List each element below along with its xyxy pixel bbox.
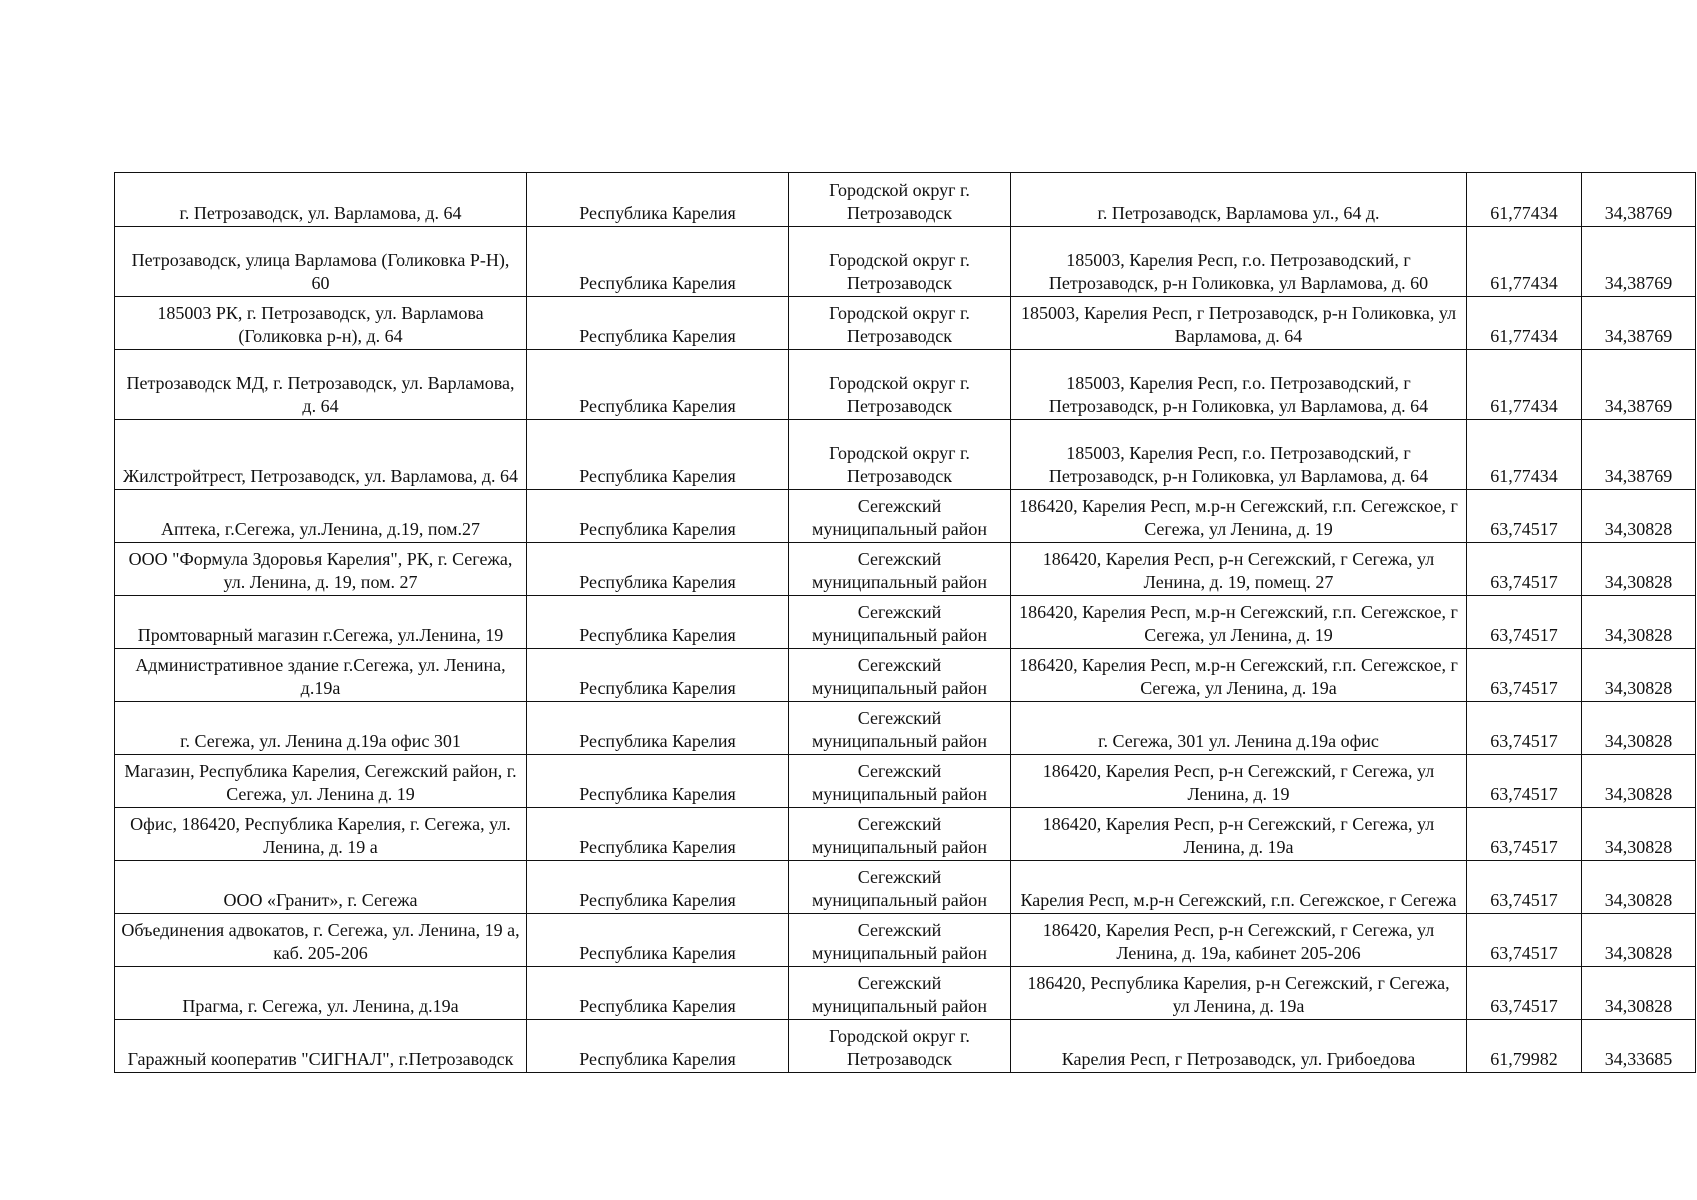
cell-municipality: Сегежский муниципальный район [789, 967, 1011, 1020]
table-row [115, 420, 1696, 490]
cell-full-address: 186420, Карелия Респ, м.р-н Сегежский, г.п. Сегежское, г Сегежа, ул Ленина, д. 19 [1011, 490, 1467, 543]
table-row [115, 350, 1696, 420]
cell-latitude: 63,74517 [1467, 649, 1582, 702]
table-row [115, 490, 1696, 543]
cell-region: Республика Карелия [527, 702, 789, 755]
cell-full-address: г. Сегежа, 301 ул. Ленина д.19а офис [1011, 702, 1467, 755]
cell-municipality: Городской округ г. Петрозаводск [789, 227, 1011, 297]
cell-name: Офис, 186420, Республика Карелия, г. Сегежа, ул. Ленина, д. 19 а [115, 808, 527, 861]
cell-latitude: 63,74517 [1467, 808, 1582, 861]
cell-name: Петрозаводск, улица Варламова (Голиковка Р-Н), 60 [115, 227, 527, 297]
cell-latitude: 63,74517 [1467, 490, 1582, 543]
cell-name: Аптека, г.Сегежа, ул.Ленина, д.19, пом.27 [115, 490, 527, 543]
cell-name: Объединения адвокатов, г. Сегежа, ул. Ленина, 19 а, каб. 205-206 [115, 914, 527, 967]
cell-latitude: 61,77434 [1467, 173, 1582, 227]
cell-name: ООО "Формула Здоровья Карелия", РК, г. Сегежа, ул. Ленина, д. 19, пом. 27 [115, 543, 527, 596]
table-row [115, 596, 1696, 649]
table-row [115, 297, 1696, 350]
cell-longitude: 34,30828 [1582, 596, 1696, 649]
table-row [115, 861, 1696, 914]
cell-name: Прагма, г. Сегежа, ул. Ленина, д.19а [115, 967, 527, 1020]
table-row [115, 227, 1696, 297]
cell-full-address: 185003, Карелия Респ, г.о. Петрозаводский, г Петрозаводск, р-н Голиковка, ул Варламова, д. 64 [1011, 350, 1467, 420]
cell-municipality: Городской округ г. Петрозаводск [789, 173, 1011, 227]
cell-region: Республика Карелия [527, 755, 789, 808]
cell-latitude: 63,74517 [1467, 543, 1582, 596]
cell-municipality: Сегежский муниципальный район [789, 702, 1011, 755]
cell-region: Республика Карелия [527, 596, 789, 649]
cell-municipality: Сегежский муниципальный район [789, 914, 1011, 967]
table-row [115, 1020, 1696, 1073]
table-row [115, 755, 1696, 808]
cell-municipality: Сегежский муниципальный район [789, 490, 1011, 543]
cell-region: Республика Карелия [527, 420, 789, 490]
cell-municipality: Сегежский муниципальный район [789, 543, 1011, 596]
cell-region: Республика Карелия [527, 350, 789, 420]
cell-name: Магазин, Республика Карелия, Сегежский район, г. Сегежа, ул. Ленина д. 19 [115, 755, 527, 808]
cell-full-address: 186420, Карелия Респ, м.р-н Сегежский, г.п. Сегежское, г Сегежа, ул Ленина, д. 19а [1011, 649, 1467, 702]
cell-full-address: 186420, Карелия Респ, м.р-н Сегежский, г.п. Сегежское, г Сегежа, ул Ленина, д. 19 [1011, 596, 1467, 649]
cell-longitude: 34,38769 [1582, 420, 1696, 490]
cell-full-address: Карелия Респ, г Петрозаводск, ул. Грибоедова [1011, 1020, 1467, 1073]
cell-latitude: 61,77434 [1467, 297, 1582, 350]
table-row [115, 967, 1696, 1020]
cell-latitude: 63,74517 [1467, 755, 1582, 808]
cell-longitude: 34,30828 [1582, 755, 1696, 808]
cell-region: Республика Карелия [527, 914, 789, 967]
cell-full-address: 186420, Карелия Респ, р-н Сегежский, г Сегежа, ул Ленина, д. 19а [1011, 808, 1467, 861]
cell-longitude: 34,33685 [1582, 1020, 1696, 1073]
cell-longitude: 34,30828 [1582, 702, 1696, 755]
cell-longitude: 34,30828 [1582, 490, 1696, 543]
cell-longitude: 34,38769 [1582, 227, 1696, 297]
table-row [115, 649, 1696, 702]
cell-full-address: 186420, Республика Карелия, р-н Сегежский, г Сегежа, ул Ленина, д. 19а [1011, 967, 1467, 1020]
cell-longitude: 34,30828 [1582, 914, 1696, 967]
cell-municipality: Сегежский муниципальный район [789, 755, 1011, 808]
cell-municipality: Городской округ г. Петрозаводск [789, 1020, 1011, 1073]
cell-region: Республика Карелия [527, 297, 789, 350]
cell-region: Республика Карелия [527, 173, 789, 227]
cell-name: Петрозаводск МД, г. Петрозаводск, ул. Варламова, д. 64 [115, 350, 527, 420]
cell-longitude: 34,30828 [1582, 808, 1696, 861]
cell-municipality: Сегежский муниципальный район [789, 861, 1011, 914]
cell-latitude: 61,77434 [1467, 420, 1582, 490]
cell-region: Республика Карелия [527, 649, 789, 702]
cell-full-address: 185003, Карелия Респ, г Петрозаводск, р-н Голиковка, ул Варламова, д. 64 [1011, 297, 1467, 350]
cell-name: ООО «Гранит», г. Сегежа [115, 861, 527, 914]
cell-municipality: Сегежский муниципальный район [789, 808, 1011, 861]
cell-region: Республика Карелия [527, 967, 789, 1020]
cell-municipality: Сегежский муниципальный район [789, 649, 1011, 702]
cell-full-address: Карелия Респ, м.р-н Сегежский, г.п. Сегежское, г Сегежа [1011, 861, 1467, 914]
cell-name: г. Сегежа, ул. Ленина д.19а офис 301 [115, 702, 527, 755]
cell-latitude: 61,77434 [1467, 227, 1582, 297]
cell-latitude: 61,77434 [1467, 350, 1582, 420]
cell-municipality: Сегежский муниципальный район [789, 596, 1011, 649]
cell-full-address: 185003, Карелия Респ, г.о. Петрозаводский, г Петрозаводск, р-н Голиковка, ул Варламова, д. 64 [1011, 420, 1467, 490]
cell-latitude: 63,74517 [1467, 596, 1582, 649]
cell-name: 185003 РК, г. Петрозаводск, ул. Варламова (Голиковка р-н), д. 64 [115, 297, 527, 350]
table-row [115, 173, 1696, 227]
cell-latitude: 63,74517 [1467, 914, 1582, 967]
cell-name: Гаражный кооператив "СИГНАЛ", г.Петрозаводск [115, 1020, 527, 1073]
cell-municipality: Городской округ г. Петрозаводск [789, 420, 1011, 490]
table-row [115, 914, 1696, 967]
cell-region: Республика Карелия [527, 808, 789, 861]
cell-full-address: г. Петрозаводск, Варламова ул., 64 д. [1011, 173, 1467, 227]
table-body [115, 173, 1696, 1073]
cell-longitude: 34,30828 [1582, 861, 1696, 914]
table-row [115, 808, 1696, 861]
cell-name: Промтоварный магазин г.Сегежа, ул.Ленина, 19 [115, 596, 527, 649]
cell-name: г. Петрозаводск, ул. Варламова, д. 64 [115, 173, 527, 227]
cell-longitude: 34,38769 [1582, 350, 1696, 420]
cell-name: Административное здание г.Сегежа, ул. Ленина, д.19а [115, 649, 527, 702]
cell-longitude: 34,38769 [1582, 173, 1696, 227]
cell-name: Жилстройтрест, Петрозаводск, ул. Варламова, д. 64 [115, 420, 527, 490]
cell-longitude: 34,30828 [1582, 543, 1696, 596]
address-table [114, 172, 1696, 1073]
cell-longitude: 34,30828 [1582, 649, 1696, 702]
cell-full-address: 186420, Карелия Респ, р-н Сегежский, г Сегежа, ул Ленина, д. 19, помещ. 27 [1011, 543, 1467, 596]
cell-longitude: 34,30828 [1582, 967, 1696, 1020]
cell-latitude: 63,74517 [1467, 702, 1582, 755]
cell-region: Республика Карелия [527, 543, 789, 596]
cell-full-address: 186420, Карелия Респ, р-н Сегежский, г Сегежа, ул Ленина, д. 19а, кабинет 205-206 [1011, 914, 1467, 967]
cell-region: Республика Карелия [527, 227, 789, 297]
cell-full-address: 185003, Карелия Респ, г.о. Петрозаводский, г Петрозаводск, р-н Голиковка, ул Варламова, д. 60 [1011, 227, 1467, 297]
cell-latitude: 63,74517 [1467, 967, 1582, 1020]
cell-longitude: 34,38769 [1582, 297, 1696, 350]
cell-full-address: 186420, Карелия Респ, р-н Сегежский, г Сегежа, ул Ленина, д. 19 [1011, 755, 1467, 808]
cell-latitude: 63,74517 [1467, 861, 1582, 914]
table-row [115, 543, 1696, 596]
cell-region: Республика Карелия [527, 861, 789, 914]
cell-municipality: Городской округ г. Петрозаводск [789, 350, 1011, 420]
table-row [115, 702, 1696, 755]
cell-region: Республика Карелия [527, 1020, 789, 1073]
cell-latitude: 61,79982 [1467, 1020, 1582, 1073]
cell-municipality: Городской округ г. Петрозаводск [789, 297, 1011, 350]
cell-region: Республика Карелия [527, 490, 789, 543]
